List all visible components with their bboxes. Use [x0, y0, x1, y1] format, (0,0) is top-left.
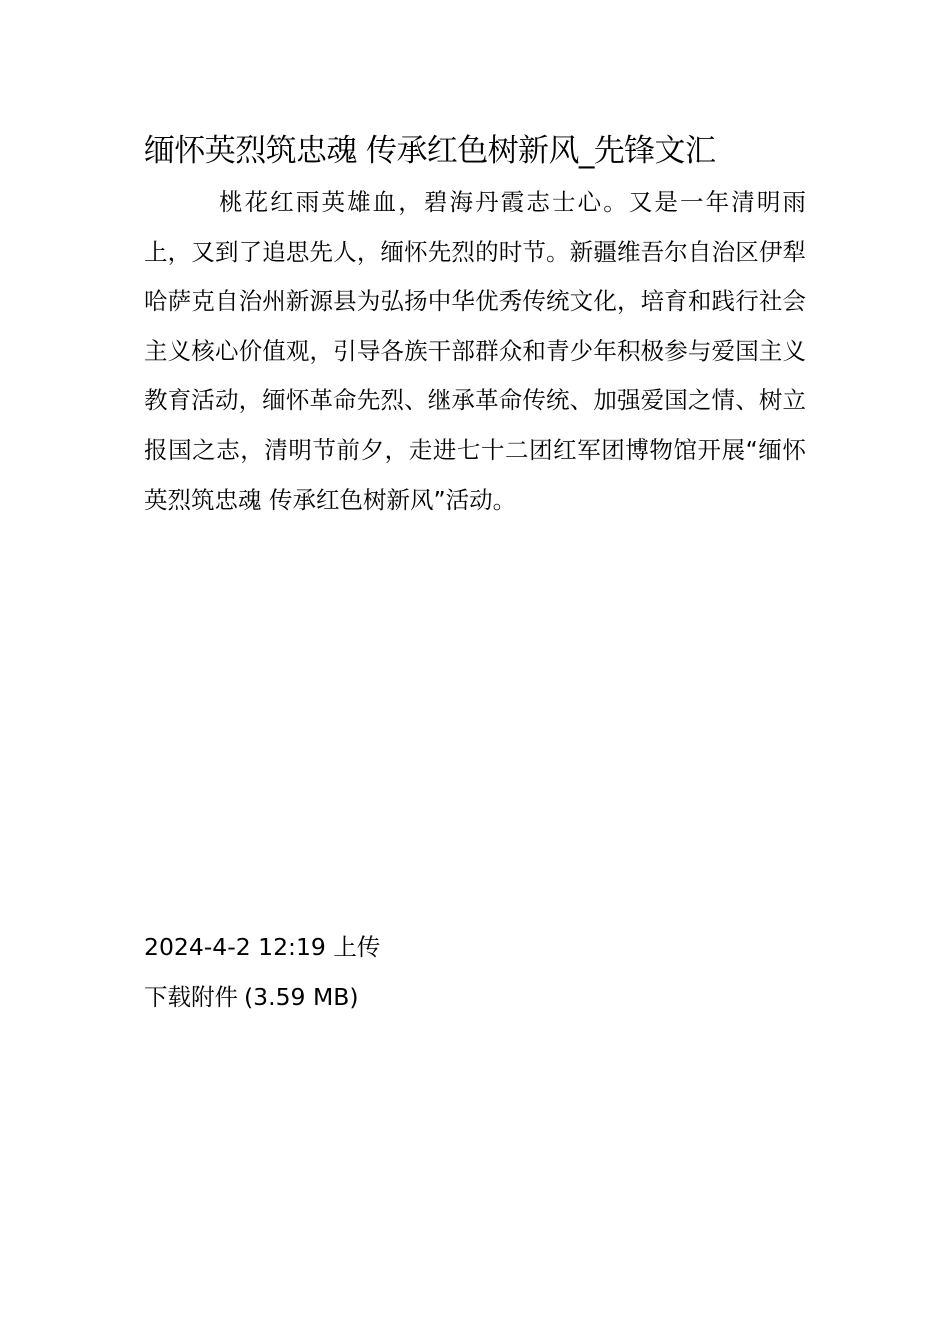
- document-body: 桃花红雨英雄血，碧海丹霞志士心。又是一年清明雨上，又到了追思先人，缅怀先烈的时节。新疆维吾尔自治区伊犁哈萨克自治州新源县为弘扬中华优秀传统文化，培育和践行社会主义核心价值观，引导各族干部群众和青少年积极参与爱国主义教育活动，缅怀革命先烈、继承革命传统、加强爱国之情、树立报国之志，清明节前夕，走进七十二团红军团博物馆开展“缅怀英烈筑忠魂 传承红色树新风”活动。: [144, 188, 806, 514]
- attachment-size: (3.59 MB): [244, 983, 359, 1011]
- document-title: 缅怀英烈筑忠魂 传承红色树新风_先锋文汇: [144, 133, 716, 169]
- download-attachment-label[interactable]: 下载附件: [144, 983, 238, 1011]
- upload-timestamp: 2024-4-2 12:19 上传: [144, 933, 381, 961]
- download-attachment-link[interactable]: [144, 974, 359, 1020]
